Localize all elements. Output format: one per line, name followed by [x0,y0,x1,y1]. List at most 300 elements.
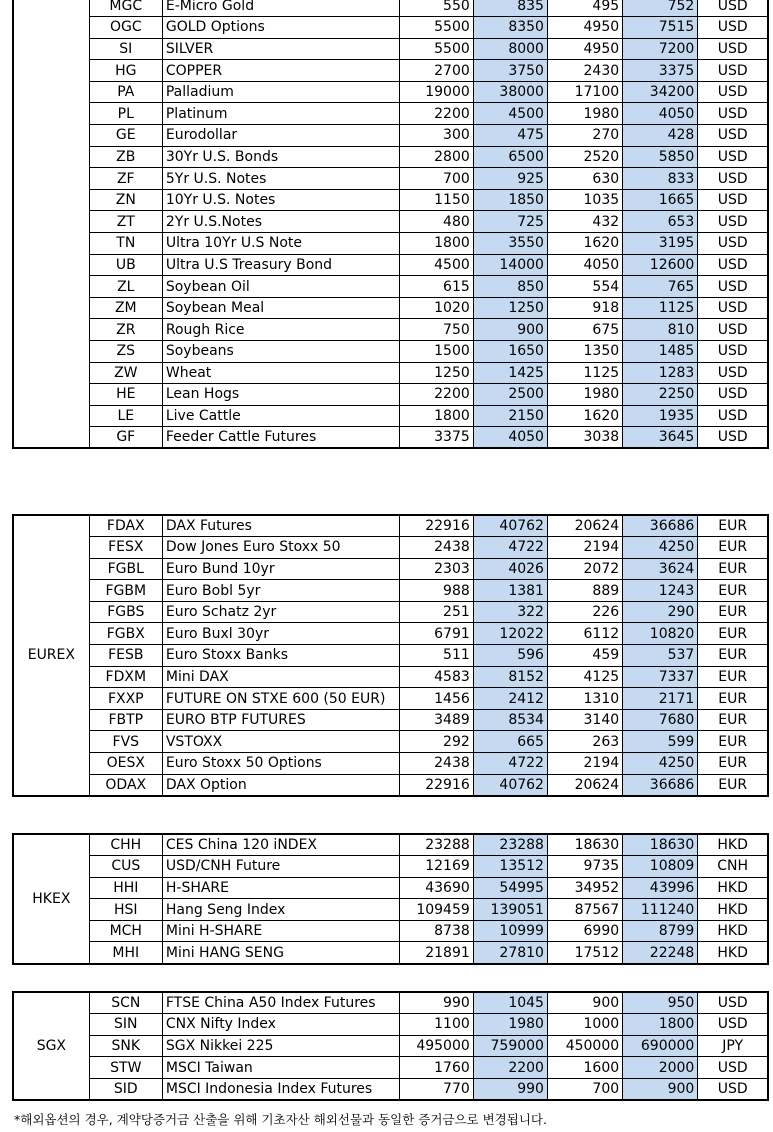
margin-value-2: 596 [473,645,547,667]
margin-value-2: 8152 [473,666,547,688]
margin-value-3: 432 [547,211,622,233]
product-name: Wheat [162,362,399,384]
currency: USD [698,254,768,276]
product-code: SCN [89,992,162,1014]
product-name: Euro Bobl 5yr [162,580,399,602]
margin-value-3: 450000 [547,1035,622,1057]
margin-value-1: 2303 [399,558,473,580]
product-name: Euro Bund 10yr [162,558,399,580]
margin-value-1: 292 [399,731,473,753]
margin-value-4: 7515 [623,17,698,39]
margin-value-4: 22248 [623,942,698,964]
table-row [13,992,768,1014]
table-row [13,405,768,427]
product-code: FGBM [89,580,162,602]
product-code: ZB [89,146,162,168]
product-code: ZF [89,168,162,190]
currency: EUR [698,623,768,645]
product-code: FESB [89,645,162,667]
margin-value-2: 8534 [473,709,547,731]
product-name: Hang Seng Index [162,899,399,921]
product-name: FUTURE ON STXE 600 (50 EUR) [162,688,399,710]
product-code: GF [89,427,162,449]
table-row [13,427,768,449]
table-row [13,60,768,82]
currency: USD [698,1014,768,1036]
table-row [13,1057,768,1079]
currency: USD [698,341,768,363]
margin-value-1: 990 [399,992,473,1014]
margin-value-2: 40762 [473,774,547,796]
margin-value-1: 23288 [399,834,473,856]
product-name: VSTOXX [162,731,399,753]
product-code: ZM [89,297,162,319]
margin-value-2: 2200 [473,1057,547,1079]
margin-value-2: 900 [473,319,547,341]
margin-value-3: 17100 [547,81,622,103]
product-name: Mini DAX [162,666,399,688]
margin-value-4: 12600 [623,254,698,276]
table-row [13,38,768,60]
product-code: SNK [89,1035,162,1057]
margin-value-4: 2250 [623,384,698,406]
margin-value-2: 2412 [473,688,547,710]
table-row [13,211,768,233]
margin-value-1: 21891 [399,942,473,964]
margin-value-4: 34200 [623,81,698,103]
currency: USD [698,211,768,233]
margin-value-3: 918 [547,297,622,319]
product-name: Euro Stoxx Banks [162,645,399,667]
currency: EUR [698,731,768,753]
margin-value-1: 770 [399,1078,473,1100]
margin-value-3: 226 [547,601,622,623]
margin-value-3: 1350 [547,341,622,363]
table-row [13,774,768,796]
product-code: FXXP [89,688,162,710]
margin-value-1: 2200 [399,103,473,125]
product-code: ZS [89,341,162,363]
currency: HKD [698,834,768,856]
product-code: LE [89,405,162,427]
margin-value-2: 40762 [473,515,547,537]
table-row [13,1078,768,1100]
table-row [13,645,768,667]
product-code: FVS [89,731,162,753]
currency: EUR [698,645,768,667]
margin-value-4: 1935 [623,405,698,427]
exchange-label: HKEX [13,834,89,964]
margin-value-4: 950 [623,992,698,1014]
margin-value-2: 2500 [473,384,547,406]
margin-value-1: 700 [399,168,473,190]
currency: JPY [698,1035,768,1057]
table-row [13,899,768,921]
margin-value-4: 43996 [623,877,698,899]
table-row [13,558,768,580]
margin-value-3: 2194 [547,753,622,775]
footnote: *해외옵션의 경우, 계약당증거금 산출을 위해 기초자산 해외선물과 동일한 증거금으로 변경됩니다. [14,1112,547,1127]
margin-value-2: 10999 [473,920,547,942]
margin-value-2: 8350 [473,17,547,39]
margin-value-2: 3750 [473,60,547,82]
table-row [13,856,768,878]
exchange-table-hkex [12,833,769,965]
product-code: FDXM [89,666,162,688]
product-code: HE [89,384,162,406]
margin-value-4: 900 [623,1078,698,1100]
margin-value-3: 1620 [547,233,622,255]
margin-value-2: 3550 [473,233,547,255]
currency: USD [698,233,768,255]
product-code: ZW [89,362,162,384]
margin-value-2: 1250 [473,297,547,319]
currency: EUR [698,558,768,580]
margin-value-2: 990 [473,1078,547,1100]
margin-value-2: 322 [473,601,547,623]
margin-value-2: 725 [473,211,547,233]
currency: HKD [698,877,768,899]
margin-value-1: 1250 [399,362,473,384]
currency: USD [698,125,768,147]
product-name: 30Yr U.S. Bonds [162,146,399,168]
margin-value-1: 6791 [399,623,473,645]
currency: EUR [698,688,768,710]
table-row [13,189,768,211]
product-name: Euro Stoxx 50 Options [162,753,399,775]
product-name: 10Yr U.S. Notes [162,189,399,211]
exchange-table-sgx [12,991,769,1101]
currency: EUR [698,709,768,731]
margin-value-3: 554 [547,276,622,298]
currency: EUR [698,580,768,602]
table-row [13,17,768,39]
margin-value-4: 4050 [623,103,698,125]
margin-value-2: 925 [473,168,547,190]
table-row [13,362,768,384]
product-code: HG [89,60,162,82]
margin-value-2: 1650 [473,341,547,363]
margin-value-2: 139051 [473,899,547,921]
currency: EUR [698,601,768,623]
product-name: Platinum [162,103,399,125]
product-code: FGBX [89,623,162,645]
margin-value-1: 480 [399,211,473,233]
margin-value-4: 833 [623,168,698,190]
product-name: CNX Nifty Index [162,1014,399,1036]
margin-value-4: 1665 [623,189,698,211]
currency: USD [698,103,768,125]
margin-value-4: 428 [623,125,698,147]
margin-value-4: 2000 [623,1057,698,1079]
table-row [13,254,768,276]
currency: EUR [698,753,768,775]
currency: CNH [698,856,768,878]
margin-value-2: 4500 [473,103,547,125]
margin-value-4: 7337 [623,666,698,688]
margin-value-2: 4026 [473,558,547,580]
margin-value-2: 6500 [473,146,547,168]
product-code: SI [89,38,162,60]
margin-value-2: 759000 [473,1035,547,1057]
margin-value-1: 19000 [399,81,473,103]
margin-value-2: 13512 [473,856,547,878]
margin-value-1: 750 [399,319,473,341]
margin-value-4: 1800 [623,1014,698,1036]
margin-value-1: 1100 [399,1014,473,1036]
product-name: FTSE China A50 Index Futures [162,992,399,1014]
product-code: SID [89,1078,162,1100]
margin-value-4: 599 [623,731,698,753]
margin-value-1: 1760 [399,1057,473,1079]
margin-value-1: 1456 [399,688,473,710]
margin-value-1: 495000 [399,1035,473,1057]
product-code: MHI [89,942,162,964]
product-name: SILVER [162,38,399,60]
margin-value-2: 835 [473,0,547,17]
margin-value-3: 263 [547,731,622,753]
margin-value-1: 8738 [399,920,473,942]
margin-value-3: 459 [547,645,622,667]
margin-value-1: 1500 [399,341,473,363]
currency: USD [698,384,768,406]
margin-value-1: 2700 [399,60,473,82]
product-code: FDAX [89,515,162,537]
margin-value-1: 22916 [399,774,473,796]
table-row [13,297,768,319]
table-row [13,580,768,602]
margin-value-1: 1020 [399,297,473,319]
margin-value-4: 3375 [623,60,698,82]
margin-value-2: 23288 [473,834,547,856]
currency: HKD [698,942,768,964]
margin-value-2: 4050 [473,427,547,449]
product-name: Mini HANG SENG [162,942,399,964]
margin-value-1: 109459 [399,899,473,921]
product-name: Soybean Meal [162,297,399,319]
product-name: COPPER [162,60,399,82]
currency: USD [698,146,768,168]
margin-value-4: 111240 [623,899,698,921]
table-row [13,146,768,168]
margin-value-4: 10809 [623,856,698,878]
margin-value-2: 850 [473,276,547,298]
margin-value-1: 5500 [399,38,473,60]
product-name: Mini H-SHARE [162,920,399,942]
exchange-table-cme [12,0,769,449]
margin-value-4: 1243 [623,580,698,602]
margin-value-4: 36686 [623,774,698,796]
table-row [13,81,768,103]
currency: EUR [698,537,768,559]
currency: HKD [698,899,768,921]
margin-value-4: 1283 [623,362,698,384]
table-row [13,515,768,537]
currency: EUR [698,774,768,796]
product-name: USD/CNH Future [162,856,399,878]
product-name: DAX Option [162,774,399,796]
product-code: PA [89,81,162,103]
currency: USD [698,1057,768,1079]
table-row [13,623,768,645]
table-row [13,168,768,190]
margin-value-1: 2800 [399,146,473,168]
product-name: MSCI Taiwan [162,1057,399,1079]
product-code: FESX [89,537,162,559]
currency: USD [698,362,768,384]
table-row [13,0,768,17]
margin-value-4: 1485 [623,341,698,363]
table-row [13,1014,768,1036]
margin-value-3: 4950 [547,38,622,60]
product-name: Ultra U.S Treasury Bond [162,254,399,276]
product-name: E-Micro Gold [162,0,399,17]
margin-value-3: 4950 [547,17,622,39]
margin-value-4: 537 [623,645,698,667]
margin-value-2: 1980 [473,1014,547,1036]
product-code: TN [89,233,162,255]
margin-value-4: 3195 [623,233,698,255]
margin-value-4: 653 [623,211,698,233]
table-row [13,834,768,856]
table-row [13,125,768,147]
product-code: UB [89,254,162,276]
margin-value-1: 2200 [399,384,473,406]
margin-value-2: 1045 [473,992,547,1014]
margin-value-3: 20624 [547,774,622,796]
currency: USD [698,297,768,319]
margin-value-4: 4250 [623,753,698,775]
product-code: HSI [89,899,162,921]
margin-value-1: 3375 [399,427,473,449]
currency: USD [698,189,768,211]
table-row [13,666,768,688]
margin-value-2: 8000 [473,38,547,60]
product-name: 5Yr U.S. Notes [162,168,399,190]
currency: USD [698,427,768,449]
margin-value-3: 20624 [547,515,622,537]
product-code: ZL [89,276,162,298]
margin-value-3: 1600 [547,1057,622,1079]
product-code: ODAX [89,774,162,796]
margin-value-1: 2438 [399,753,473,775]
currency: EUR [698,515,768,537]
currency: USD [698,38,768,60]
margin-value-3: 1980 [547,384,622,406]
margin-value-3: 4050 [547,254,622,276]
product-code: MGC [89,0,162,17]
margin-value-2: 1425 [473,362,547,384]
margin-value-2: 27810 [473,942,547,964]
margin-value-1: 615 [399,276,473,298]
margin-value-3: 6112 [547,623,622,645]
table-row [13,341,768,363]
margin-value-1: 4500 [399,254,473,276]
table-row [13,384,768,406]
margin-value-2: 2150 [473,405,547,427]
margin-value-3: 1310 [547,688,622,710]
product-code: FGBS [89,601,162,623]
product-name: SGX Nikkei 225 [162,1035,399,1057]
product-name: CES China 120 iNDEX [162,834,399,856]
table-row [13,319,768,341]
margin-value-4: 5850 [623,146,698,168]
margin-value-4: 18630 [623,834,698,856]
table-row [13,276,768,298]
margin-value-4: 2171 [623,688,698,710]
product-name: Soybeans [162,341,399,363]
margin-value-3: 3140 [547,709,622,731]
margin-value-2: 4722 [473,753,547,775]
margin-value-3: 87567 [547,899,622,921]
table-row [13,753,768,775]
margin-value-1: 300 [399,125,473,147]
product-code: CHH [89,834,162,856]
currency: EUR [698,666,768,688]
exchange-label: EUREX [13,515,89,796]
margin-value-4: 290 [623,601,698,623]
product-name: Euro Buxl 30yr [162,623,399,645]
margin-value-4: 36686 [623,515,698,537]
product-code: ZN [89,189,162,211]
margin-value-3: 3038 [547,427,622,449]
product-name: Lean Hogs [162,384,399,406]
margin-value-3: 1980 [547,103,622,125]
margin-value-3: 700 [547,1078,622,1100]
margin-value-3: 4125 [547,666,622,688]
currency: USD [698,319,768,341]
table-row [13,920,768,942]
margin-value-3: 6990 [547,920,622,942]
margin-value-3: 889 [547,580,622,602]
margin-value-1: 4583 [399,666,473,688]
currency: HKD [698,920,768,942]
product-code: CUS [89,856,162,878]
margin-value-3: 2072 [547,558,622,580]
product-code: OESX [89,753,162,775]
product-name: Rough Rice [162,319,399,341]
margin-value-4: 690000 [623,1035,698,1057]
product-name: Dow Jones Euro Stoxx 50 [162,537,399,559]
margin-value-3: 34952 [547,877,622,899]
margin-value-3: 17512 [547,942,622,964]
table-row [13,537,768,559]
exchange-label [13,0,89,448]
exchange-label: SGX [13,992,89,1100]
table-row [13,1035,768,1057]
product-code: MCH [89,920,162,942]
product-name: MSCI Indonesia Index Futures [162,1078,399,1100]
margin-value-2: 665 [473,731,547,753]
margin-value-2: 14000 [473,254,547,276]
product-name: EURO BTP FUTURES [162,709,399,731]
product-code: FGBL [89,558,162,580]
margin-value-1: 550 [399,0,473,17]
product-code: ZR [89,319,162,341]
margin-value-1: 1800 [399,405,473,427]
currency: USD [698,168,768,190]
table-row [13,877,768,899]
product-name: Euro Schatz 2yr [162,601,399,623]
table-row [13,233,768,255]
product-code: PL [89,103,162,125]
margin-value-4: 4250 [623,537,698,559]
margin-value-3: 18630 [547,834,622,856]
margin-value-3: 270 [547,125,622,147]
margin-value-1: 988 [399,580,473,602]
margin-value-3: 2430 [547,60,622,82]
margin-value-2: 1381 [473,580,547,602]
